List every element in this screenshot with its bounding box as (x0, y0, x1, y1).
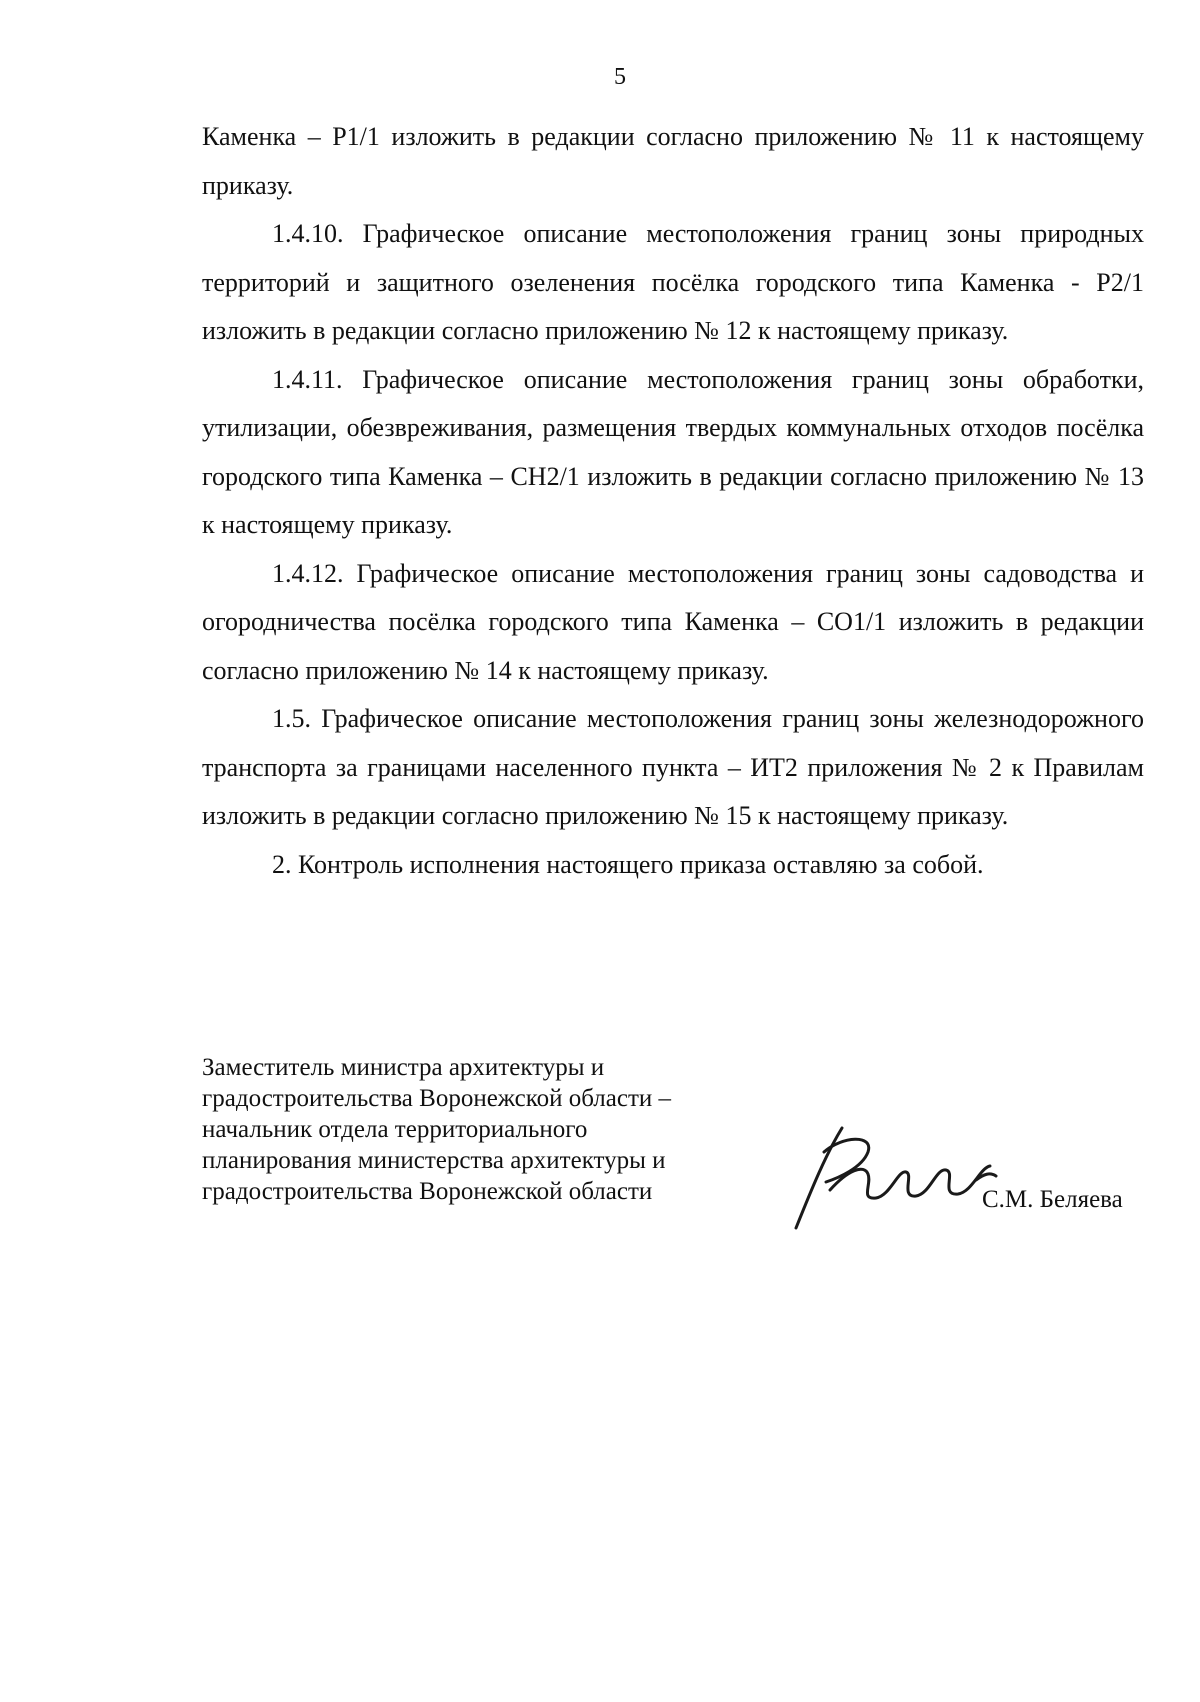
paragraph-1-4-10: 1.4.10. Графическое описание местоположения границ зоны природных территорий и защитного озеленения посёлка городского типа Каменка - Р2/1 изложить в редакции согласно приложению № 12 к настоящему приказу. (202, 219, 1144, 345)
signatory-position-line: Заместитель министра архитектуры и (202, 1054, 605, 1081)
signatory-position-line: градостроительства Воронежской области – (202, 1085, 672, 1112)
paragraph-1-4-12: 1.4.12. Графическое описание местоположения границ зоны садоводства и огородничества посёлка городского типа Каменка – СО1/1 изложить в редакции согласно приложению № 14 к настоящему приказу. (202, 558, 1144, 685)
paragraph-continuation: Каменка – Р1/1 изложить в редакции согласно приложению № 11 к настоящему приказу. (202, 122, 1144, 200)
handwritten-signature (790, 1118, 1000, 1238)
signatory-position-line: начальник отдела территориального (202, 1116, 588, 1143)
paragraph-1-5: 1.5. Графическое описание местоположения границ зоны железнодорожного транспорта за границами населенного пункта – ИТ2 приложения № 2 к Правилам изложить в редакции согласно приложению № 15 к настоящему приказу. (202, 704, 1144, 830)
paragraph-1-4-11: 1.4.11. Графическое описание местоположения границ зоны обработки, утилизации, обезвреживания, размещения твердых коммунальных отходов посёлка городского типа Каменка – СН2/1 изложить в редакции согласно приложению № 13 к настоящему приказу. (202, 364, 1144, 539)
document-body (202, 113, 1144, 889)
signatory-position (202, 1052, 762, 1207)
signature-stroke (830, 1166, 990, 1198)
signatory-position-line: планирования министерства архитектуры и (202, 1147, 666, 1174)
page-number: 5 (614, 64, 626, 90)
signatory-position-line: градостроительства Воронежской области (202, 1178, 653, 1205)
signatory-name: С.М. Беляева (982, 1186, 1123, 1213)
paragraph-2: 2. Контроль исполнения настоящего приказа оставляю за собой. (272, 849, 984, 879)
